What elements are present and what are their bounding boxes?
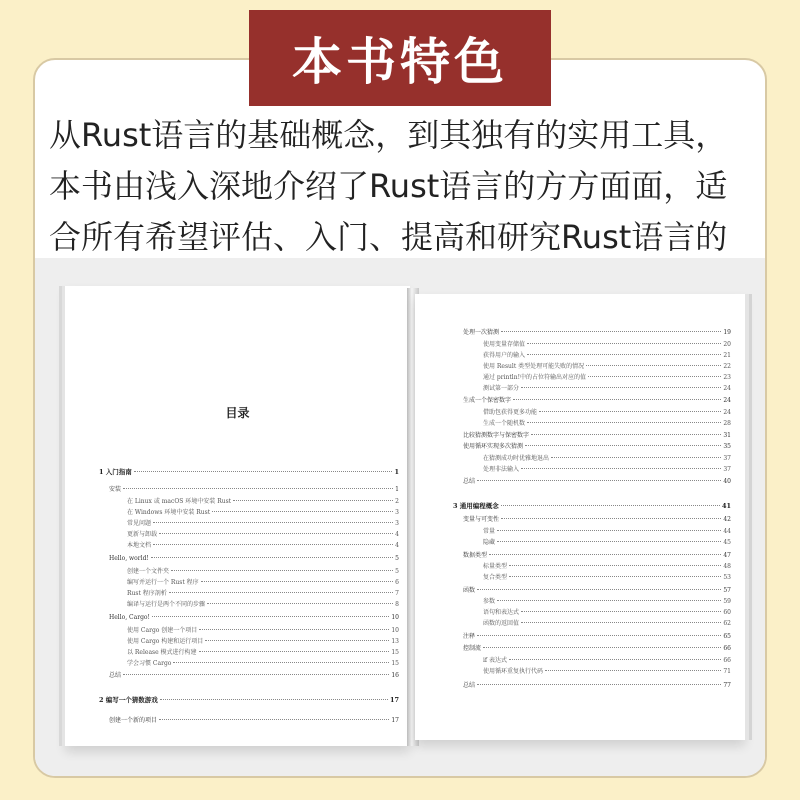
toc-entry-label: 编译与运行是两个不同的步骤 <box>127 601 206 608</box>
toc-entry <box>483 608 731 617</box>
toc-entry <box>483 408 731 417</box>
toc-leader-dots <box>527 422 721 423</box>
toc-entry-label: 2 编写一个猜数游戏 <box>99 696 158 704</box>
toc-entry-label: 常见问题 <box>127 520 152 527</box>
toc-entry-label: 安装 <box>109 486 122 493</box>
toc-entry <box>109 613 399 622</box>
toc-leader-dots <box>477 589 721 590</box>
toc-entry <box>483 667 731 676</box>
toc-entry-page: 60 <box>723 609 731 616</box>
toc-leader-dots <box>233 500 393 501</box>
toc-entry-label: 使用 Cargo 构建和运行项目 <box>127 638 204 645</box>
toc-leader-dots <box>169 592 393 593</box>
toc-leader-dots <box>497 600 721 601</box>
toc-entry <box>127 637 399 646</box>
toc-leader-dots <box>151 557 393 558</box>
toc-entry-label: 变量与可变性 <box>463 516 500 523</box>
toc-leader-dots <box>199 651 390 652</box>
toc-entry-label: 使用 Cargo 创建一个项目 <box>127 627 198 634</box>
toc-entry <box>483 351 731 360</box>
toc-entry <box>463 515 731 524</box>
toc-entry-page: 66 <box>723 645 731 652</box>
toc-entry-label: 获得用户的输入 <box>483 352 526 359</box>
toc-entry <box>483 656 731 665</box>
toc-entry <box>483 340 731 349</box>
toc-entry-label: Hello, world! <box>109 555 149 562</box>
toc-entry-page: 3 <box>395 509 399 516</box>
toc-entry-label: 使用变量存储值 <box>483 341 526 348</box>
toc-entry-page: 48 <box>723 563 731 570</box>
toc-entry-label: 学会习惯 Cargo <box>127 660 172 667</box>
toc-entry-page: 37 <box>723 455 731 462</box>
toc-entry-label: 标量类型 <box>483 563 508 570</box>
toc-entry-label: 借助包获得更多功能 <box>483 409 538 416</box>
toc-entry-page: 42 <box>723 516 731 523</box>
toc-leader-dots <box>159 719 389 720</box>
toc-entry-page: 10 <box>391 627 399 634</box>
toc-entry-page: 59 <box>723 598 731 605</box>
toc-leader-dots <box>501 331 721 332</box>
toc-leader-dots <box>521 611 721 612</box>
toc-entry <box>463 632 731 641</box>
toc-entry <box>453 502 731 511</box>
toc-entry-page: 13 <box>391 638 399 645</box>
toc-entry-page: 53 <box>723 574 731 581</box>
toc-entry <box>483 538 731 547</box>
toc-entry-page: 62 <box>723 620 731 627</box>
toc-entry <box>127 659 399 668</box>
toc-leader-dots <box>212 511 393 512</box>
toc-entry <box>463 431 731 440</box>
toc-leader-dots <box>501 518 721 519</box>
toc-entry <box>463 328 731 337</box>
toc-entry-page: 2 <box>395 498 399 505</box>
toc-leader-dots <box>207 603 393 604</box>
toc-title: 目录 <box>225 406 250 420</box>
toc-entry-page: 15 <box>391 649 399 656</box>
toc-entry-label: 控制流 <box>463 645 482 652</box>
toc-entry-page: 37 <box>723 466 731 473</box>
toc-entry-page: 44 <box>723 528 731 535</box>
toc-leader-dots <box>586 365 721 366</box>
toc-entry-label: 复合类型 <box>483 574 508 581</box>
toc-entry-label: 参数 <box>483 598 496 605</box>
toc-entry <box>127 567 399 576</box>
toc-leader-dots <box>525 445 721 446</box>
toc-entry-page: 71 <box>723 668 731 675</box>
toc-entry <box>127 541 399 550</box>
toc-right-page <box>415 294 745 740</box>
toc-entry-page: 15 <box>391 660 399 667</box>
toc-entry-page: 6 <box>395 579 399 586</box>
toc-entry-label: 隐藏 <box>483 539 496 546</box>
toc-leader-dots <box>509 659 721 660</box>
toc-entry-label: 常量 <box>483 528 496 535</box>
toc-leader-dots <box>477 480 721 481</box>
toc-entry <box>463 681 731 690</box>
toc-entry-page: 3 <box>395 520 399 527</box>
toc-entry-label: 使用 Result 类型处理可能失败的情况 <box>483 363 585 370</box>
toc-leader-dots <box>477 684 721 685</box>
toc-entry-page: 28 <box>723 420 731 427</box>
toc-leader-dots <box>497 541 721 542</box>
toc-right-list <box>415 294 745 740</box>
toc-entry <box>127 578 399 587</box>
toc-entry-label: if 表达式 <box>483 657 508 664</box>
toc-entry-label: 注释 <box>463 633 476 640</box>
toc-entry-page: 65 <box>723 633 731 640</box>
toc-entry-label: 总结 <box>463 478 476 485</box>
toc-entry <box>109 554 399 563</box>
toc-entry-page: 66 <box>723 657 731 664</box>
toc-leader-dots <box>201 581 393 582</box>
toc-entry <box>127 519 399 528</box>
toc-entry-page: 21 <box>723 352 731 359</box>
toc-leader-dots <box>489 554 721 555</box>
toc-entry <box>109 485 399 494</box>
toc-leader-dots <box>531 434 721 435</box>
toc-entry <box>463 586 731 595</box>
toc-entry-page: 20 <box>723 341 731 348</box>
toc-entry <box>463 644 731 653</box>
toc-leader-dots <box>159 533 393 534</box>
book-photo <box>35 258 765 776</box>
toc-leader-dots <box>527 343 721 344</box>
toc-entry-label: 在猜测成功时优雅地退出 <box>483 455 550 462</box>
toc-left-list <box>65 286 410 746</box>
toc-entry <box>483 373 731 382</box>
toc-leader-dots <box>152 616 389 617</box>
toc-entry <box>127 530 399 539</box>
toc-entry-label: Rust 程序剖析 <box>127 590 167 597</box>
toc-entry <box>99 696 399 705</box>
banner-title: 本书特色 <box>249 10 551 106</box>
toc-entry-page: 8 <box>395 601 399 608</box>
toc-entry <box>127 600 399 609</box>
toc-entry-label: 总结 <box>463 682 476 689</box>
toc-left-page <box>65 286 410 746</box>
toc-entry <box>109 716 399 725</box>
toc-entry <box>99 468 399 477</box>
toc-leader-dots <box>483 647 721 648</box>
toc-leader-dots <box>539 411 721 412</box>
toc-leader-dots <box>153 544 393 545</box>
toc-leader-dots <box>497 530 721 531</box>
toc-entry <box>483 384 731 393</box>
toc-entry-label: 创建一个新的项目 <box>109 717 158 724</box>
toc-entry-page: 5 <box>395 555 399 562</box>
toc-entry-page: 47 <box>723 552 731 559</box>
toc-leader-dots <box>521 622 721 623</box>
toc-entry <box>483 619 731 628</box>
toc-leader-dots <box>153 522 393 523</box>
toc-entry <box>127 626 399 635</box>
toc-entry-label: 更新与卸载 <box>127 531 158 538</box>
toc-leader-dots <box>477 635 721 636</box>
toc-leader-dots <box>588 376 721 377</box>
toc-entry <box>463 551 731 560</box>
toc-leader-dots <box>521 387 721 388</box>
toc-entry-page: 45 <box>723 539 731 546</box>
toc-leader-dots <box>521 468 721 469</box>
toc-entry <box>463 477 731 486</box>
toc-leader-dots <box>123 488 393 489</box>
toc-leader-dots <box>160 699 388 700</box>
toc-leader-dots <box>513 399 721 400</box>
toc-entry-label: 生成一个保密数字 <box>463 397 512 404</box>
toc-leader-dots <box>527 354 721 355</box>
toc-entry-page: 5 <box>395 568 399 575</box>
toc-entry-label: 3 通用编程概念 <box>453 502 499 510</box>
toc-entry-page: 17 <box>389 696 399 704</box>
toc-leader-dots <box>123 674 389 675</box>
toc-entry-label: 创建一个文件夹 <box>127 568 170 575</box>
toc-entry-page: 77 <box>723 682 731 689</box>
toc-entry <box>127 508 399 517</box>
toc-leader-dots <box>171 570 393 571</box>
toc-entry <box>483 362 731 371</box>
toc-entry-label: 数据类型 <box>463 552 488 559</box>
toc-entry-label: 函数 <box>463 587 476 594</box>
toc-entry-label: 函数的返回值 <box>483 620 520 627</box>
toc-entry-label: 通过 println!中的占位符输出对应的值 <box>483 374 587 381</box>
toc-entry <box>483 527 731 536</box>
toc-entry <box>109 671 399 680</box>
toc-entry <box>483 562 731 571</box>
toc-entry-page: 41 <box>721 502 731 510</box>
toc-entry-page: 24 <box>723 409 731 416</box>
toc-leader-dots <box>509 576 721 577</box>
toc-leader-dots <box>134 471 393 472</box>
toc-entry <box>483 454 731 463</box>
toc-entry-label: 1 入门指南 <box>99 468 132 476</box>
toc-leader-dots <box>173 662 389 663</box>
toc-entry-label: 使用循环重复执行代码 <box>483 668 544 675</box>
toc-leader-dots <box>551 457 721 458</box>
toc-entry-page: 40 <box>723 478 731 485</box>
toc-entry-label: 在 Windows 环境中安装 Rust <box>127 509 211 516</box>
toc-entry-label: 使用循环实现多次猜测 <box>463 443 524 450</box>
intro-text: 从Rust语言的基础概念，到其独有的实用工具，本书由浅入深地介绍了Rust语言的方方面面，适合所有希望评估、入门、提高和研究Rust语言的 <box>49 116 728 256</box>
toc-entry-page: 35 <box>723 443 731 450</box>
toc-entry-page: 31 <box>723 432 731 439</box>
toc-leader-dots <box>509 565 721 566</box>
toc-entry <box>483 419 731 428</box>
toc-entry-page: 57 <box>723 587 731 594</box>
toc-entry-page: 4 <box>395 542 399 549</box>
toc-entry <box>127 497 399 506</box>
toc-entry-page: 24 <box>723 397 731 404</box>
toc-entry-label: 语句和表达式 <box>483 609 520 616</box>
toc-leader-dots <box>545 670 721 671</box>
toc-entry-page: 19 <box>723 329 731 336</box>
toc-leader-dots <box>205 640 389 641</box>
toc-entry-label: 测试第一部分 <box>483 385 520 392</box>
toc-entry-page: 4 <box>395 531 399 538</box>
toc-entry-label: 处理非法输入 <box>483 466 520 473</box>
toc-entry <box>483 573 731 582</box>
toc-entry-label: 编写并运行一个 Rust 程序 <box>127 579 199 586</box>
toc-entry-label: 本地文档 <box>127 542 152 549</box>
toc-leader-dots <box>199 629 389 630</box>
toc-entry-label: 处理一次猜测 <box>463 329 500 336</box>
toc-entry-page: 7 <box>395 590 399 597</box>
toc-entry <box>483 465 731 474</box>
toc-entry-label: 生成一个随机数 <box>483 420 526 427</box>
toc-entry-page: 10 <box>391 614 399 621</box>
toc-entry-label: Hello, Cargo! <box>109 614 150 621</box>
toc-entry <box>483 597 731 606</box>
toc-entry-label: 比较猜测数字与保密数字 <box>463 432 530 439</box>
toc-entry-label: 在 Linux 或 macOS 环境中安装 Rust <box>127 498 232 505</box>
toc-entry <box>127 648 399 657</box>
toc-entry-page: 1 <box>395 486 399 493</box>
toc-entry-page: 16 <box>391 672 399 679</box>
toc-entry-page: 23 <box>723 374 731 381</box>
toc-entry-page: 24 <box>723 385 731 392</box>
toc-entry <box>127 589 399 598</box>
toc-entry <box>463 396 731 405</box>
toc-entry-label: 以 Release 模式进行构建 <box>127 649 197 656</box>
toc-entry-page: 1 <box>394 468 399 476</box>
toc-entry <box>463 442 731 451</box>
toc-entry-page: 22 <box>723 363 731 370</box>
toc-entry-page: 17 <box>391 717 399 724</box>
toc-entry-label: 总结 <box>109 672 122 679</box>
toc-leader-dots <box>501 505 720 506</box>
